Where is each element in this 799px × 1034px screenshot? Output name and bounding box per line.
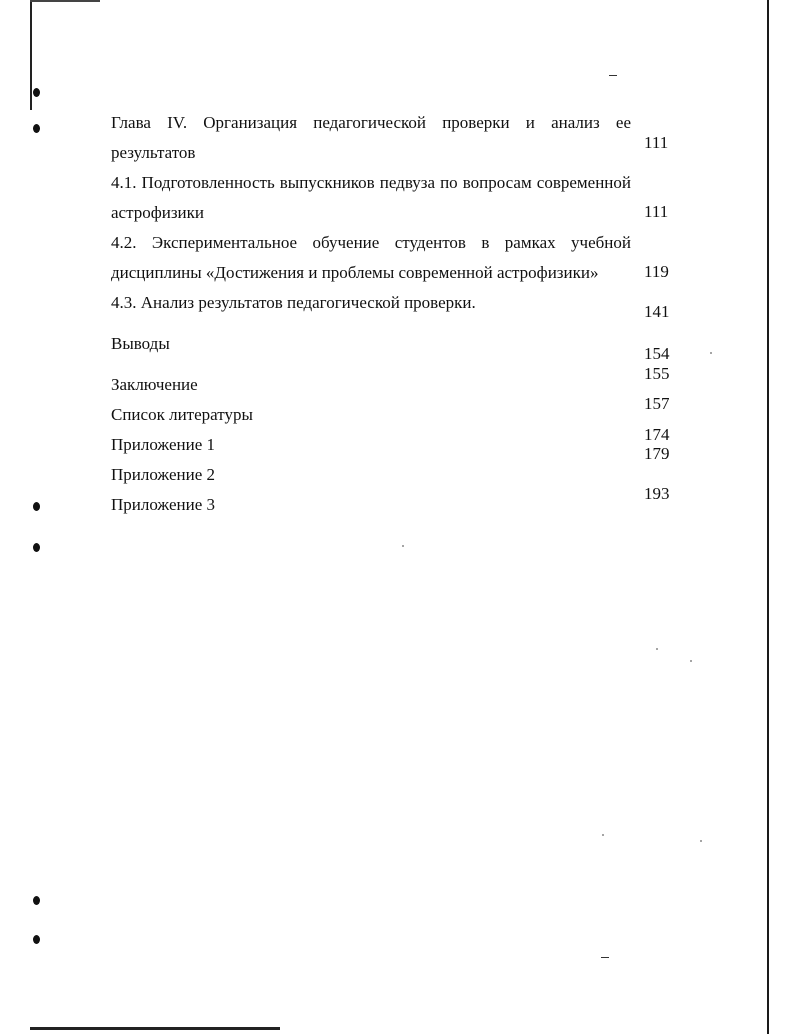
toc-entry-title: Приложение 2 — [111, 465, 215, 484]
toc-entry — [111, 394, 671, 430]
toc-entry-title: Выводы — [111, 334, 170, 353]
toc-entry-page: 193 — [644, 484, 670, 503]
toc-entry — [111, 288, 671, 329]
toc-entry — [111, 329, 671, 370]
toc-entry-page: 154 — [644, 344, 670, 363]
scan-mark — [601, 957, 609, 958]
scan-border-left — [30, 0, 32, 110]
toc-entry — [111, 168, 671, 228]
table-of-contents — [111, 108, 671, 520]
toc-entry-page: 155 — [644, 364, 670, 383]
scan-border-top — [30, 0, 100, 2]
scan-border-bottom — [30, 1027, 280, 1030]
punch-hole — [33, 935, 40, 944]
toc-entry — [111, 425, 671, 460]
toc-entry-title: Приложение 3 — [111, 495, 215, 514]
toc-entry-page: 141 — [644, 302, 670, 321]
toc-entry-page: 174 — [644, 425, 670, 444]
toc-entry-page: 119 — [644, 262, 669, 281]
punch-hole — [33, 896, 40, 905]
scan-mark — [609, 75, 617, 76]
toc-entry-page: 179 — [644, 444, 670, 463]
toc-entry-title: 4.2. Экспериментальное обучение студентов в рамках учебной дисциплины «Достижения и проблемы современной астрофизики» — [111, 233, 631, 282]
scan-speck — [656, 648, 658, 650]
scan-speck — [710, 352, 712, 354]
toc-entry-title: Список литературы — [111, 405, 253, 424]
toc-entry — [111, 364, 671, 400]
scan-speck — [700, 840, 702, 842]
toc-entry — [111, 484, 671, 520]
toc-entry-title: Приложение 1 — [111, 435, 215, 454]
scan-speck — [402, 545, 404, 547]
toc-entry-title: 4.3. Анализ результатов педагогической проверки. — [111, 293, 476, 312]
toc-entry-page: 157 — [644, 394, 670, 413]
toc-entry — [111, 108, 671, 168]
toc-entry-page: 111 — [644, 133, 669, 152]
toc-entry-title: 4.1. Подготовленность выпускников педвуза по вопросам современной астрофизики — [111, 173, 631, 222]
toc-entry-page: 111 — [644, 202, 669, 221]
toc-entry-title: Глава IV. Организация педагогической проверки и анализ ее результатов — [111, 113, 631, 162]
toc-entry — [111, 228, 671, 288]
punch-hole — [33, 88, 40, 97]
scan-speck — [690, 660, 692, 662]
punch-hole — [33, 543, 40, 552]
scan-border-right — [767, 0, 769, 1034]
toc-entry-title: Заключение — [111, 375, 198, 394]
punch-hole — [33, 124, 40, 133]
scan-speck — [602, 834, 604, 836]
punch-hole — [33, 502, 40, 511]
